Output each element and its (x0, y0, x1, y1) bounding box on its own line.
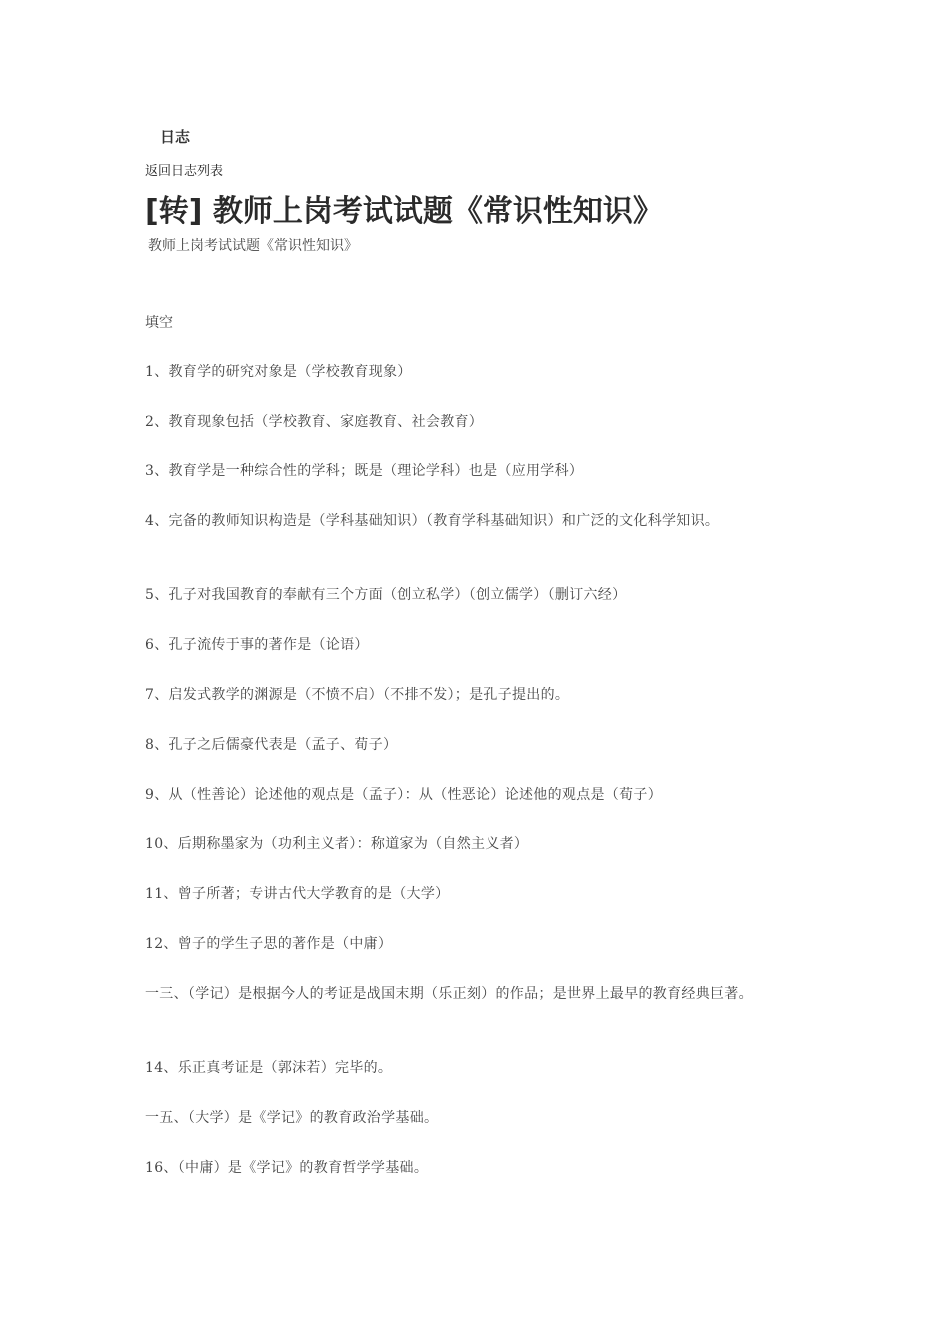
list-item: 10、后期称墨家为（功利主义者）：称道家为（自然主义者） (145, 836, 529, 852)
article-subtitle: 教师上岗考试试题《常识性知识》 (148, 238, 358, 254)
section-label: 填空 (145, 315, 173, 331)
list-item: 3、教育学是一种综合性的学科；既是（理论学科）也是（应用学科） (145, 463, 584, 479)
list-item: 7、启发式教学的渊源是（不愤不启）（不排不发）；是孔子提出的。 (145, 687, 570, 703)
list-item: 8、孔子之后儒豪代表是（孟子、荀子） (145, 737, 398, 753)
list-item: 6、孔子流传于事的著作是（论语） (145, 637, 369, 653)
back-to-list-link[interactable]: 返回日志列表 (145, 164, 224, 179)
article-title: [转] 教师上岗考试试题《常识性知识》 (145, 194, 663, 229)
list-item: 一五、（大学）是《学记》的教育政治学基础。 (145, 1110, 439, 1126)
list-item: 11、曾子所著；专讲古代大学教育的是（大学） (145, 886, 450, 902)
list-item: 16、（中庸）是《学记》的教育哲学学基础。 (145, 1160, 429, 1176)
list-item: 5、孔子对我国教育的奉献有三个方面（创立私学）（创立儒学）（删订六经） (145, 587, 627, 603)
list-item: 一三、（学记）是根据今人的考证是战国末期（乐正刻）的作品；是世界上最早的教育经典巨著。 (145, 986, 753, 1002)
list-item: 14、乐正真考证是（郭沫若）完毕的。 (145, 1060, 393, 1076)
list-item: 4、完备的教师知识构造是（学科基础知识）（教育学科基础知识）和广泛的文化科学知识。 (145, 513, 720, 529)
list-item: 12、曾子的学生子思的著作是（中庸） (145, 936, 393, 952)
list-item: 9、从（性善论）论述他的观点是（孟子）：从（性恶论）论述他的观点是（荀子） (145, 787, 663, 803)
list-item: 2、教育现象包括（学校教育、家庭教育、社会教育） (145, 414, 484, 430)
list-item: 1、教育学的研究对象是（学校教育现象） (145, 364, 412, 380)
blog-section-label: 日志 (160, 128, 191, 146)
